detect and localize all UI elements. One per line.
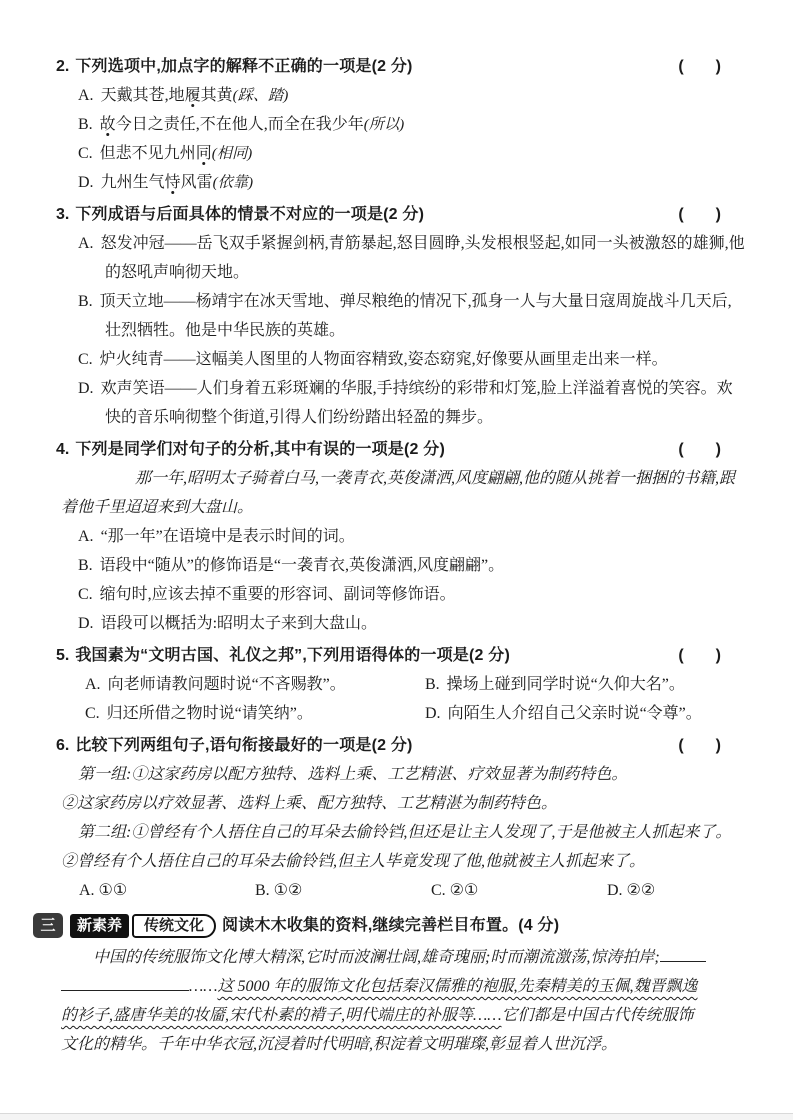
text-run: 向老师请教问题时说“不吝赐教”。 [107, 676, 346, 693]
answer-bracket: ( ) [678, 58, 721, 75]
option-label: A. [85, 676, 101, 693]
option-line [425, 670, 745, 699]
question-stem: 下列选项中,加点字的解释不正确的一项是(2 分) [75, 58, 413, 75]
option-line [78, 110, 745, 139]
section-instruction: 阅读木木收集的资料,继续完善栏目布置。(4 分) [222, 917, 560, 934]
option-label: A. [78, 87, 94, 104]
question-2 [56, 52, 745, 197]
text-run: (依靠) [212, 174, 254, 191]
emphasized-char: 同 [195, 145, 212, 162]
question-number: 3. [56, 206, 70, 223]
question-5 [56, 641, 745, 728]
text-run: “那一年”在语境中是表示时间的词。 [100, 528, 355, 545]
text-run: 的衫子,盛唐华美的妆靥,宋代朴素的褙子,明代端庄的补服等…… [61, 1007, 502, 1024]
question-4 [56, 435, 745, 638]
question-stem-row [56, 731, 745, 760]
text-run: 这 5000 年的服饰文化包括秦汉儒雅的袍服,先秦精美的玉佩,魏晋飘逸 [217, 978, 698, 995]
passage-line [61, 1001, 745, 1030]
answer-bracket: ( ) [678, 647, 721, 664]
option-label: D. [78, 380, 94, 397]
text-run: 向陌生人介绍自己父亲时说“令尊”。 [447, 705, 702, 722]
text-run: 其黄 [200, 87, 233, 104]
question-stem: 下列是同学们对句子的分析,其中有误的一项是(2 分) [75, 441, 445, 458]
option-line [78, 229, 745, 287]
answer-bracket: ( ) [678, 441, 721, 458]
question-stem: 我国素为“文明古国、礼仪之邦”,下列用语得体的一项是(2 分) [75, 647, 510, 664]
group-line: ②这家药房以疗效显著、选料上乘、配方独特、工艺精湛为制药特色。 [61, 795, 558, 812]
passage-line [61, 972, 745, 1001]
option-label: B. [78, 557, 93, 574]
question-stem: 比较下列两组句子,语句衔接最好的一项是(2 分) [75, 737, 413, 754]
answer-bracket: ( ) [678, 737, 721, 754]
traditional-culture-tag: 传统文化 [132, 914, 216, 938]
option-line [78, 580, 745, 609]
question-number: 4. [56, 441, 70, 458]
option-line [78, 81, 745, 110]
group-line: 第一组:①这家药房以配方独特、选料上乘、工艺精湛、疗效显著为制药特色。 [78, 766, 628, 783]
option-line [85, 670, 425, 699]
text-run: 九州生气 [100, 174, 165, 191]
option-label: B. [425, 676, 440, 693]
answer-choice: A. ①① [79, 882, 128, 899]
text-run: 炉火纯青——这幅美人图里的人物面容精致,姿态窈窕,好像要从画里走出来一样。 [99, 351, 668, 368]
answer-choice: D. ②② [607, 882, 656, 899]
question-stem-row [56, 200, 745, 229]
option-label: D. [78, 615, 94, 632]
option-label: D. [425, 705, 441, 722]
option-line [78, 522, 745, 551]
sentence-groups [61, 760, 745, 876]
options [78, 81, 745, 197]
text-run: 文化的精华。千年中华衣冠,沉浸着时代明暗,积淀着文明璀璨,彰显着人世沉浮。 [61, 1036, 618, 1053]
text-run: 语段可以概括为:昭明太子来到大盘山。 [100, 615, 378, 632]
answer-choice: C. ②① [431, 882, 479, 899]
option-label: C. [78, 586, 93, 603]
option-label: C. [78, 145, 93, 162]
text-run: (踩、踏) [232, 87, 289, 104]
text-run: 中国的传统服饰文化博大精深,它时而波澜壮阔,雄奇瑰丽;时而潮流激荡,惊涛拍岸; [93, 949, 660, 966]
answer-blank [660, 947, 706, 962]
section-header [33, 911, 745, 940]
text-run: 语段中“随从”的修饰语是“一袭青衣,英俊潇洒,风度翩翩”。 [99, 557, 505, 574]
new-suyang-tag: 新素养 [70, 914, 129, 938]
option-label: B. [78, 293, 93, 310]
text-run: 风雷 [180, 174, 213, 191]
question-number: 2. [56, 58, 70, 75]
option-label: B. [78, 116, 93, 133]
text-run: 怒发冲冠——岳飞双手紧握剑柄,青筋暴起,怒目圆睁,头发根根竖起,如同一头被激怒的雄狮,他的怒吼声响彻天地。 [100, 235, 745, 281]
options [85, 670, 745, 728]
options [78, 522, 745, 638]
passage-line [61, 1030, 745, 1059]
option-label: D. [78, 174, 94, 191]
option-line [78, 609, 745, 638]
question-number: 5. [56, 647, 70, 664]
option-line [78, 139, 745, 168]
answer-bracket: ( ) [678, 206, 721, 223]
group-line: ②曾经有个人捂住自己的耳朵去偷铃铛,但主人毕竟发现了他,他就被主人抓起来了。 [61, 853, 646, 870]
text-run: 但悲不见九州 [99, 145, 196, 162]
option-label: A. [78, 235, 94, 252]
options [78, 229, 745, 432]
text-run: 天戴其苍,地 [100, 87, 185, 104]
question-stem-row [56, 435, 745, 464]
text-run: 归还所借之物时说“请笑纳”。 [106, 705, 313, 722]
section-number-badge: 三 [33, 913, 63, 938]
question-3 [56, 200, 745, 432]
text-run: 欢声笑语——人们身着五彩斑斓的华服,手持缤纷的彩带和灯笼,脸上洋溢着喜悦的笑容。欢快的音乐响彻整个街道,引得人们纷纷踏出轻盈的舞步。 [100, 380, 733, 426]
option-label: C. [78, 351, 93, 368]
text-run: 操场上碰到同学时说“久仰大名”。 [446, 676, 685, 693]
text-run: …… [189, 978, 218, 995]
text-run: 今日之责任,不在他人,而全在我少年 [115, 116, 364, 133]
answer-blank [61, 976, 189, 991]
answer-choices [79, 876, 745, 905]
text-run: 它们都是中国古代传统服饰 [501, 1007, 694, 1024]
text-run: (相同) [211, 145, 253, 162]
option-label: C. [85, 705, 100, 722]
page-bottom-edge [0, 1113, 793, 1120]
option-label: A. [78, 528, 94, 545]
text-run: (所以) [363, 116, 405, 133]
text-run: 顶天立地——杨靖宇在冰天雪地、弹尽粮绝的情况下,孤身一人与大量日寇周旋战斗几天后,壮烈牺牲。他是中华民族的英雄。 [99, 293, 732, 339]
question-list [56, 52, 745, 905]
passage-line [61, 943, 745, 972]
question-stem-row [56, 641, 745, 670]
section-three [40, 911, 745, 1059]
emphasized-char: 故 [99, 116, 116, 133]
option-line [85, 699, 425, 728]
option-line [78, 374, 745, 432]
emphasized-char: 履 [184, 87, 201, 104]
question-stem-row [56, 52, 745, 81]
emphasized-char: 恃 [164, 174, 181, 191]
question-6 [56, 731, 745, 905]
option-line [78, 551, 745, 580]
group-line: 第二组:①曾经有个人捂住自己的耳朵去偷铃铛,但还是让主人发现了,于是他被主人抓起来了。 [78, 824, 732, 841]
question-passage: 那一年,昭明太子骑着白马,一袭青衣,英俊潇洒,风度翩翩,他的随从挑着一捆捆的书籍,跟着他千里迢迢来到大盘山。 [61, 470, 736, 516]
option-line [78, 287, 745, 345]
question-number: 6. [56, 737, 70, 754]
option-line [425, 699, 745, 728]
section-passage [61, 943, 745, 1059]
answer-choice: B. ①② [255, 882, 303, 899]
option-line [78, 168, 745, 197]
text-run: 缩句时,应该去掉不重要的形容词、副词等修饰语。 [99, 586, 456, 603]
question-stem: 下列成语与后面具体的情景不对应的一项是(2 分) [75, 206, 425, 223]
option-line [78, 345, 745, 374]
